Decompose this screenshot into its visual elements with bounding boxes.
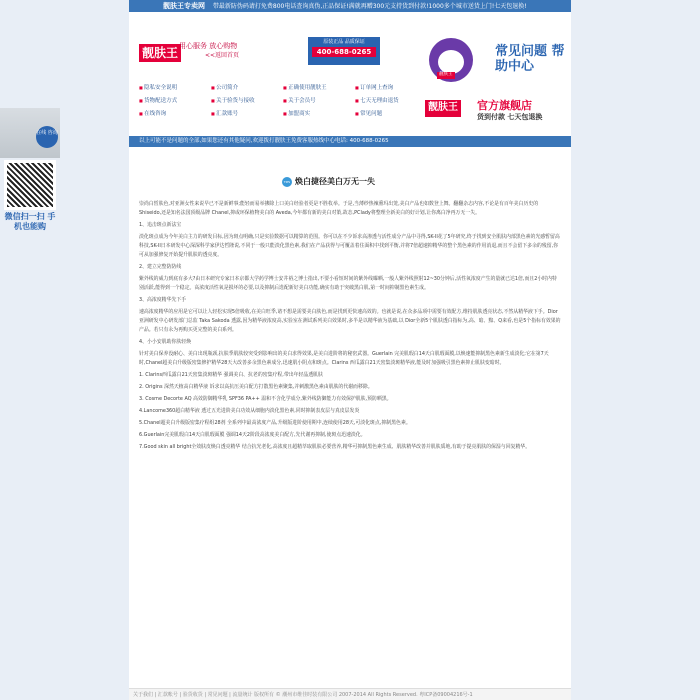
- header: [129, 12, 571, 134]
- back-home-link[interactable]: <<返回首页: [205, 52, 240, 59]
- mascot-face: [438, 50, 464, 74]
- product-item: 3. Cosme Decorte AQ 高效防御精华乳 SPF36 PA++ 温和不含化学成分,紫外线防御能力有效保护肌肤,预防晒黑。: [139, 396, 392, 402]
- article-body: [139, 200, 561, 455]
- article-paragraph: 2、建立完整防防线: [139, 264, 182, 270]
- product-item: 1. Clarins西瓜露白21天密集淡斑精华 强调美白、抗老的密集疗程,带出年轻晶透肌肤: [139, 372, 323, 378]
- promise-line: 原装正品 品质保证: [323, 39, 365, 45]
- flagship-text: 官方旗舰店: [477, 99, 532, 112]
- product-item: 2. Origins 深然天植高白精华液 诉求以高抗压美白配方打散黑色素聚集,并刺激黑色素由肌肤的代谢而移除。: [139, 384, 373, 390]
- nav-company[interactable]: ■ 公司简介: [211, 82, 275, 94]
- mascot-tag: 靓肤王: [439, 72, 453, 77]
- hotline-phone: 400-688-0265: [312, 47, 376, 57]
- help-nav: [139, 82, 439, 120]
- nav-usage[interactable]: ■ 正确使用靓肤王: [283, 82, 347, 94]
- nav-faq[interactable]: ■ 常见问题: [355, 108, 419, 120]
- site-brand[interactable]: 靓肤王专卖网: [163, 2, 205, 10]
- product-item: 7.Good skin all bright全效肤皮焕白透亮精华 结合抗光老化,高浓度且超精萃取肌肤必要营养,精华可抑制黑色素生成、肌肤精华改善并肌肤质地,有助于提亮肌肤的保湿与回复精华。: [139, 444, 531, 450]
- nav-remit[interactable]: ■ 汇款账号: [211, 108, 275, 120]
- article-paragraph: 淡化斑点成为今年美白主力的研发目标,因为斑点明确,只是实验数据可以精算的范围。你可以在不少诉求高渗透与活性成分产品中寻得,SK-II花了5年研究,终于找到安全肌肤内部黑色素的光感暂留高科技,SK-II日本研发中心深深科学家伊达哲隆说,不同于一般只能淡化黑色素,我们在产品获得与可覆盖着住面积中找到平衡,并将7倍超速抑精华的整个黑色素的作用消退,而且不会留下多余的残留,你可从加强修复开始提升肌肤的透亮度。: [139, 234, 560, 258]
- tips-icon: TIPS: [282, 177, 292, 187]
- flagship-logo: 靓肤王: [425, 100, 461, 117]
- mascot-icon: [429, 38, 473, 82]
- site-logo[interactable]: 靓肤王: [139, 44, 181, 62]
- faq-title: 常见问题 帮助中心: [495, 44, 565, 74]
- promise-box: [308, 37, 380, 65]
- article-title: 焕白捷径美白万无一失: [295, 177, 375, 186]
- article-paragraph: 速高浓度精华的应用是它可以让人轻松实现5倍吸收,在美白旺季,诸不想是需要美白肤色,而是找到更快速高效的。也就是说,在众多品项中需要有效配方,维持肌肤透亮状态,不然从精华液下手。Dior 亚洲研发中心研发部门总监 Taka Sakoda 透露,因为精华液浓度高,实验室在测试系列美白效果时,多半是以精华液为基础,以 Dior全新5个肌肤透白指标为,高、暗、黯、Q来看,也是5个指标有效果的产品。若只有永为再购买更完整的美白系列。: [139, 309, 561, 333]
- promo-text: 带最新防伪码请打免费800电话查询真伪,正品保证!满就再赠300元支持货到付款!1000多个城市送货上门!七天包退换!: [212, 3, 527, 10]
- article-paragraph: 4、小小安肌助你肤轻焕: [139, 339, 192, 345]
- product-item: 6.Guerlain完美肌瑕白14天白肌瑕面膜 强调14天2阶段高浓度美白配方,先代谢再抑制,使斑点迅速淡化。: [139, 432, 366, 438]
- article-paragraph: 针对美白保养没耐心、美白出现瓶颈,抗肤季肌肤较突受到影响出的美白求得效果,是美白进阶将的秘密武器。Guerlain 完美肌瑕白14天白肌瑕面膜,以焕速能抑制黑色素新生成淡化;它在第7天时,Chanel超美白升级版密集修护精华28天大改善多余黑色素成分,迅速肌小阴点和斑点。Clarins 西瓜露白21天密集淡斑精华液,能及时加强吸引黑色素抑止肌肤变暗时。: [139, 351, 549, 366]
- footer: 关于我们 | 汇款帐号 | 验货收货 | 常见问题 | 流量统计 版权所有 © 潮州市维佳时装有限公司 2007-2014 All Rights Reserved. 粤ICP备09004216号-1: [129, 688, 571, 700]
- flagship-sub: 货到付款 七天包退换: [477, 113, 543, 121]
- scan-text: 微信扫一扫 手机也能购: [4, 212, 56, 231]
- page-container: [129, 12, 571, 700]
- nav-order-query[interactable]: ■ 订单网上查询: [355, 82, 419, 94]
- notice-bar: 以上可能不是问题的全部,如果您还有其他疑问,欢迎拨打靓肤王免费客服热线中心电话: 400-688-0265: [129, 136, 571, 147]
- nav-consult[interactable]: ■ 在线咨询: [139, 108, 203, 120]
- article-paragraph: 3、高浓度精华先下手: [139, 297, 187, 303]
- nav-privacy[interactable]: ■ 隐私安全说明: [139, 82, 203, 94]
- online-chat-button[interactable]: 在线 咨询: [36, 126, 58, 148]
- nav-inspection[interactable]: ■ 关于验货与接收: [211, 95, 275, 107]
- slogan: 用心服务 放心购物: [179, 42, 238, 50]
- article-paragraph: 1、追击斑点新法宝: [139, 222, 182, 228]
- nav-return[interactable]: ■ 七天无理由退货: [355, 95, 419, 107]
- article-paragraph: 崇尚白皙肤色,对亚洲女性来说早已不是新鲜事;能轻而易举拂除上口美白经验者更是不胜枚举。于是,当薄纱热辣熏玛出笼,美白产品也如数登上舞。翻翻杂志内容,不论是有百年美白历史的 Shiseido,还是知名法国顶级品牌 Chanel,抑或环保植物美白的 Aveda,今年都有新的美白对策,故态,PClady将整理全新美白的好计划,让你离白净再万无一失。: [139, 201, 539, 216]
- side-float-widget: [0, 108, 60, 238]
- nav-member[interactable]: ■ 关于会员号: [283, 95, 347, 107]
- article-paragraph: 紫外线的威力到底有多大?由日本研究专家日本京都大学药学博士安井裕之博士指出,不要小看短时间的紫外线曝晒,一般人紫外线照射12~30分钟后,活性氧浓度产生的量就已达1倍,而且2小时内特别活跃,能得到一个稳定。高浓度活性氧是损坏的必要,以及抑制后选配新好美白功能,确实有助于突破黑白肌,第一时间抑制黑色素生成。: [139, 276, 557, 291]
- product-item: 5.Chanel超美白升级版密集疗程组28剂 全系列中最高浓度产品,升级版进阶使用期中,连续使用28天,可淡化斑点,抑制黑色素。: [139, 420, 411, 426]
- product-item: 4.Lancome360超白精华液 透过五光进阶美白功效从细胞内淡化黑色素,同时抑制表皮层与真皮层发炎: [139, 408, 360, 414]
- nav-franchise[interactable]: ■ 加盟商实: [283, 108, 347, 120]
- qr-code-icon: [4, 160, 56, 210]
- top-promo-bar: [129, 0, 571, 12]
- nav-delivery[interactable]: ■ 货物配送方式: [139, 95, 203, 107]
